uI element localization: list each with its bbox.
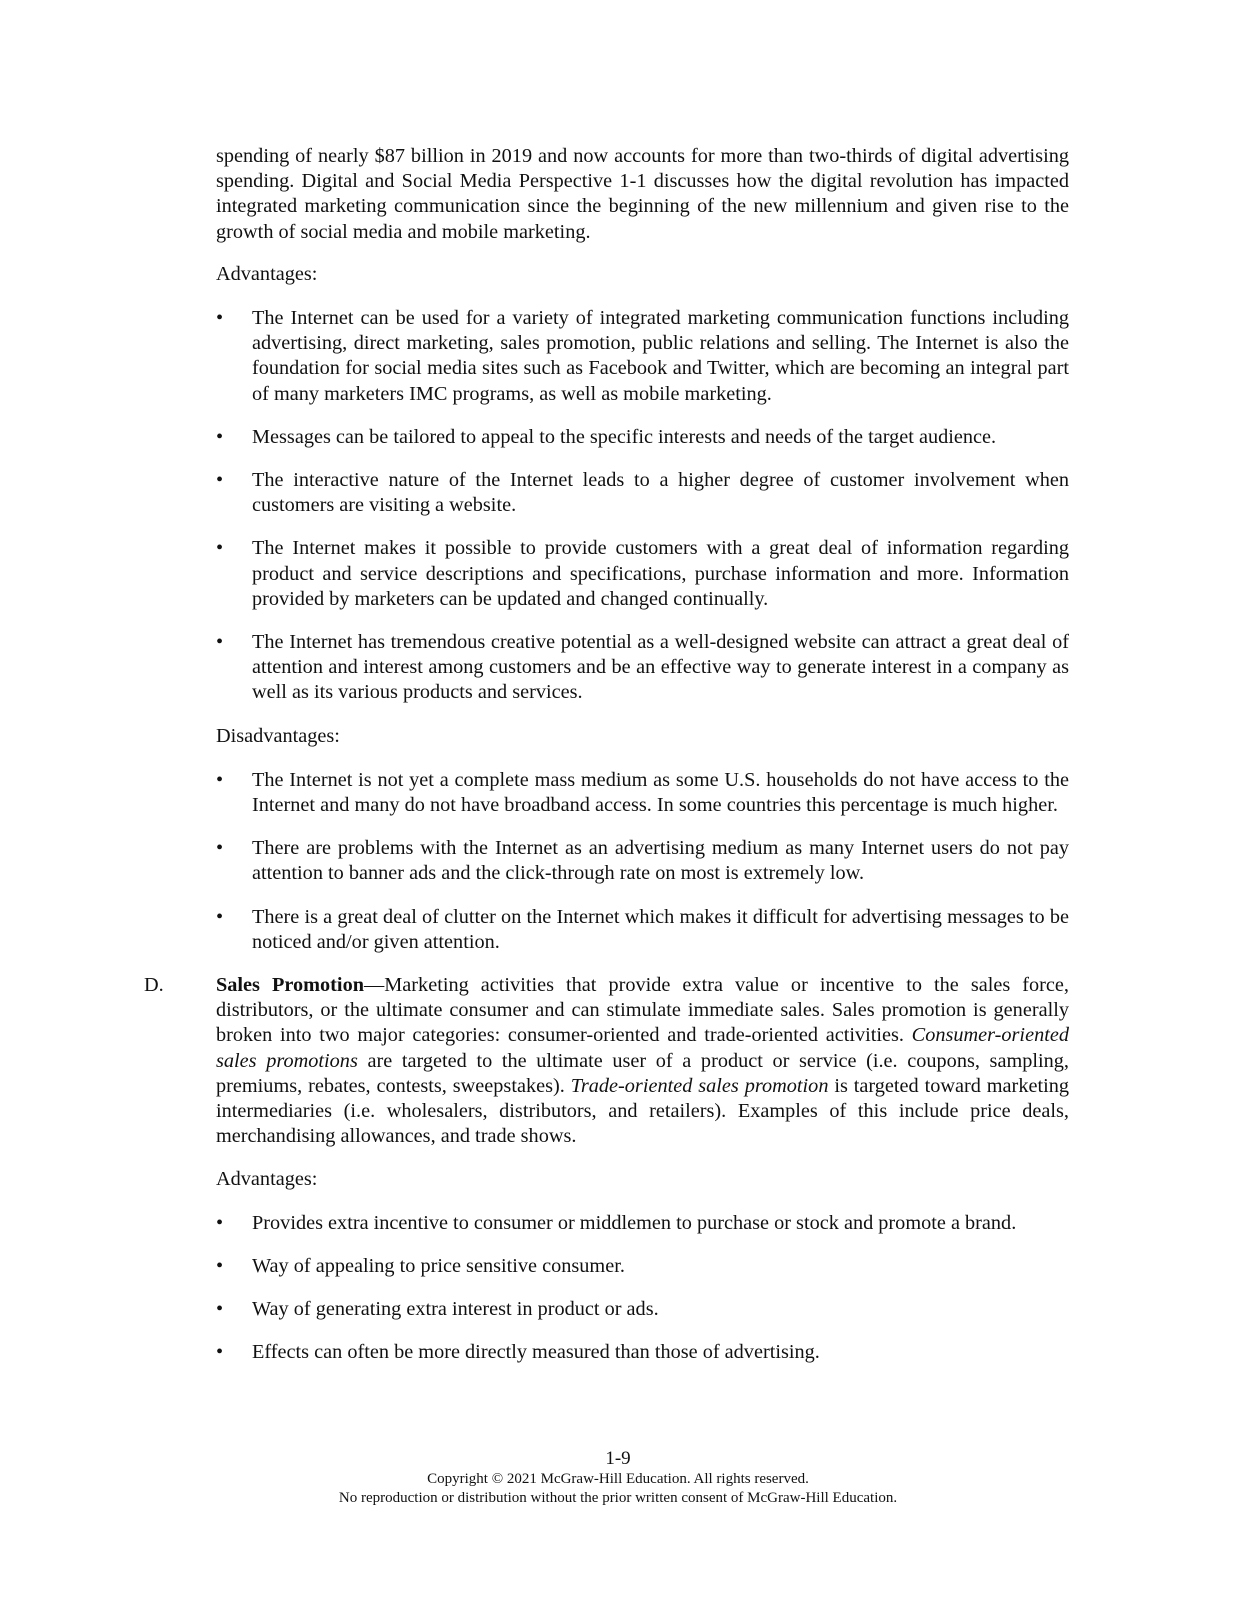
- section-sales-promotion: [144, 973, 1070, 1149]
- list-item-text: The Internet has tremendous creative potential as a well-designed website can attract a great deal of attention and interest among customers and be an effective way to generate interest in a company as well as its various products and services.: [252, 631, 1069, 704]
- sales-promotion-paragraph: [216, 973, 1069, 1149]
- sales-promotion-advantages-label: Advantages:: [216, 1167, 318, 1190]
- bullet-icon: •: [216, 1298, 224, 1321]
- bullet-icon: •: [216, 905, 224, 928]
- bullet-icon: •: [216, 537, 224, 560]
- list-item: [216, 836, 1069, 886]
- internet-disadvantages-label: Disadvantages:: [216, 724, 340, 747]
- list-item-text: The Internet is not yet a complete mass medium as some U.S. households do not have access to the Internet and many do not have broadband access. In some countries this percentage is much higher.: [252, 768, 1069, 817]
- reproduction-notice: No reproduction or distribution without the prior written consent of McGraw-Hill Education.: [338, 1490, 898, 1506]
- list-item-text: Messages can be tailored to appeal to the specific interests and needs of the target audience.: [252, 425, 997, 448]
- italic-term: Consumer-oriented sales promotions: [216, 1024, 1069, 1072]
- list-item: [216, 905, 1069, 955]
- internet-advantages-list: [216, 306, 1069, 706]
- intro-paragraph: spending of nearly $87 billion in 2019 and now accounts for more than two-thirds of digital advertising spending. Digital and Social Media Perspective 1-1 discusses how the digital revolution has impacted integrated marketing communication since the beginning of the new millennium and given rise to the growth of social media and mobile marketing.: [216, 145, 1069, 243]
- italic-term: Trade-oriented sales promotion: [570, 1074, 829, 1097]
- list-item-text: Provides extra incentive to consumer or middlemen to purchase or stock and promote a brand.: [252, 1211, 1017, 1234]
- list-item: [216, 536, 1069, 612]
- section-letter: D.: [144, 974, 164, 997]
- list-item-text: There is a great deal of clutter on the Internet which makes it difficult for advertising messages to be noticed and/or given attention.: [252, 905, 1069, 953]
- copyright-line: Copyright © 2021 McGraw-Hill Education. All rights reserved.: [427, 1471, 809, 1487]
- list-item-text: There are problems with the Internet as an advertising medium as many Internet users do not pay attention to banner ads and the click-through rate on most is extremely low.: [252, 837, 1069, 885]
- page-footer: [0, 1448, 1236, 1508]
- page-body: [144, 144, 1070, 1384]
- list-item: [216, 768, 1069, 818]
- bullet-icon: •: [216, 469, 224, 492]
- sales-promotion-advantages-list: [216, 1211, 1069, 1366]
- list-item-text: The Internet makes it possible to provide customers with a great deal of information regarding product and service descriptions and specifications, purchase information and more. Information provided by marketers can be updated and changed continually.: [252, 537, 1069, 610]
- list-item: [216, 1297, 1069, 1322]
- list-item: [216, 425, 1069, 450]
- bullet-icon: •: [216, 837, 224, 860]
- bullet-icon: •: [216, 1254, 224, 1277]
- list-item-text: Effects can often be more directly measured than those of advertising.: [252, 1341, 820, 1364]
- internet-advantages-label: Advantages:: [216, 262, 318, 285]
- list-item-text: Way of appealing to price sensitive consumer.: [252, 1254, 625, 1277]
- list-item-text: Way of generating extra interest in product or ads.: [252, 1298, 659, 1321]
- list-item-text: The Internet can be used for a variety of integrated marketing communication functions including advertising, direct marketing, sales promotion, public relations and selling. The Internet is also the foundation for social media sites such as Facebook and Twitter, which are becoming an integral part of many marketers IMC programs, as well as mobile marketing.: [252, 307, 1069, 405]
- list-item: [216, 630, 1069, 706]
- list-item-text: The interactive nature of the Internet leads to a higher degree of customer involvement when customers are visiting a website.: [252, 469, 1069, 517]
- list-item: [216, 1340, 1069, 1365]
- bullet-icon: •: [216, 1341, 224, 1364]
- bullet-icon: •: [216, 307, 224, 330]
- paragraph-text: are targeted to the ultimate user of a product or service (i.e. coupons, sampling, premiums, rebates, contests, sweepstakes).: [216, 1049, 1069, 1097]
- page-number: 1-9: [605, 1448, 631, 1469]
- em-dash: —: [363, 974, 385, 997]
- list-item: [216, 468, 1069, 518]
- list-item: [216, 306, 1069, 407]
- bullet-icon: •: [216, 631, 224, 654]
- internet-disadvantages-list: [216, 768, 1069, 955]
- bullet-icon: •: [216, 768, 224, 791]
- list-item: [216, 1254, 1069, 1279]
- bullet-icon: •: [216, 1211, 224, 1234]
- paragraph-text: is targeted toward marketing intermediaries (i.e. wholesalers, distributors, and retailers). Examples of this include price deals, merchandising allowances, and trade shows.: [216, 1074, 1070, 1148]
- paragraph-text: Marketing activities that provide extra value or incentive to the sales force, distributors, or the ultimate consumer and can stimulate immediate sales. Sales promotion is generally broken into two major categories: consumer-oriented and trade-oriented activities.: [216, 974, 1069, 1047]
- bullet-icon: •: [216, 425, 224, 448]
- section-title: Sales Promotion: [216, 974, 364, 997]
- list-item: [216, 1211, 1069, 1236]
